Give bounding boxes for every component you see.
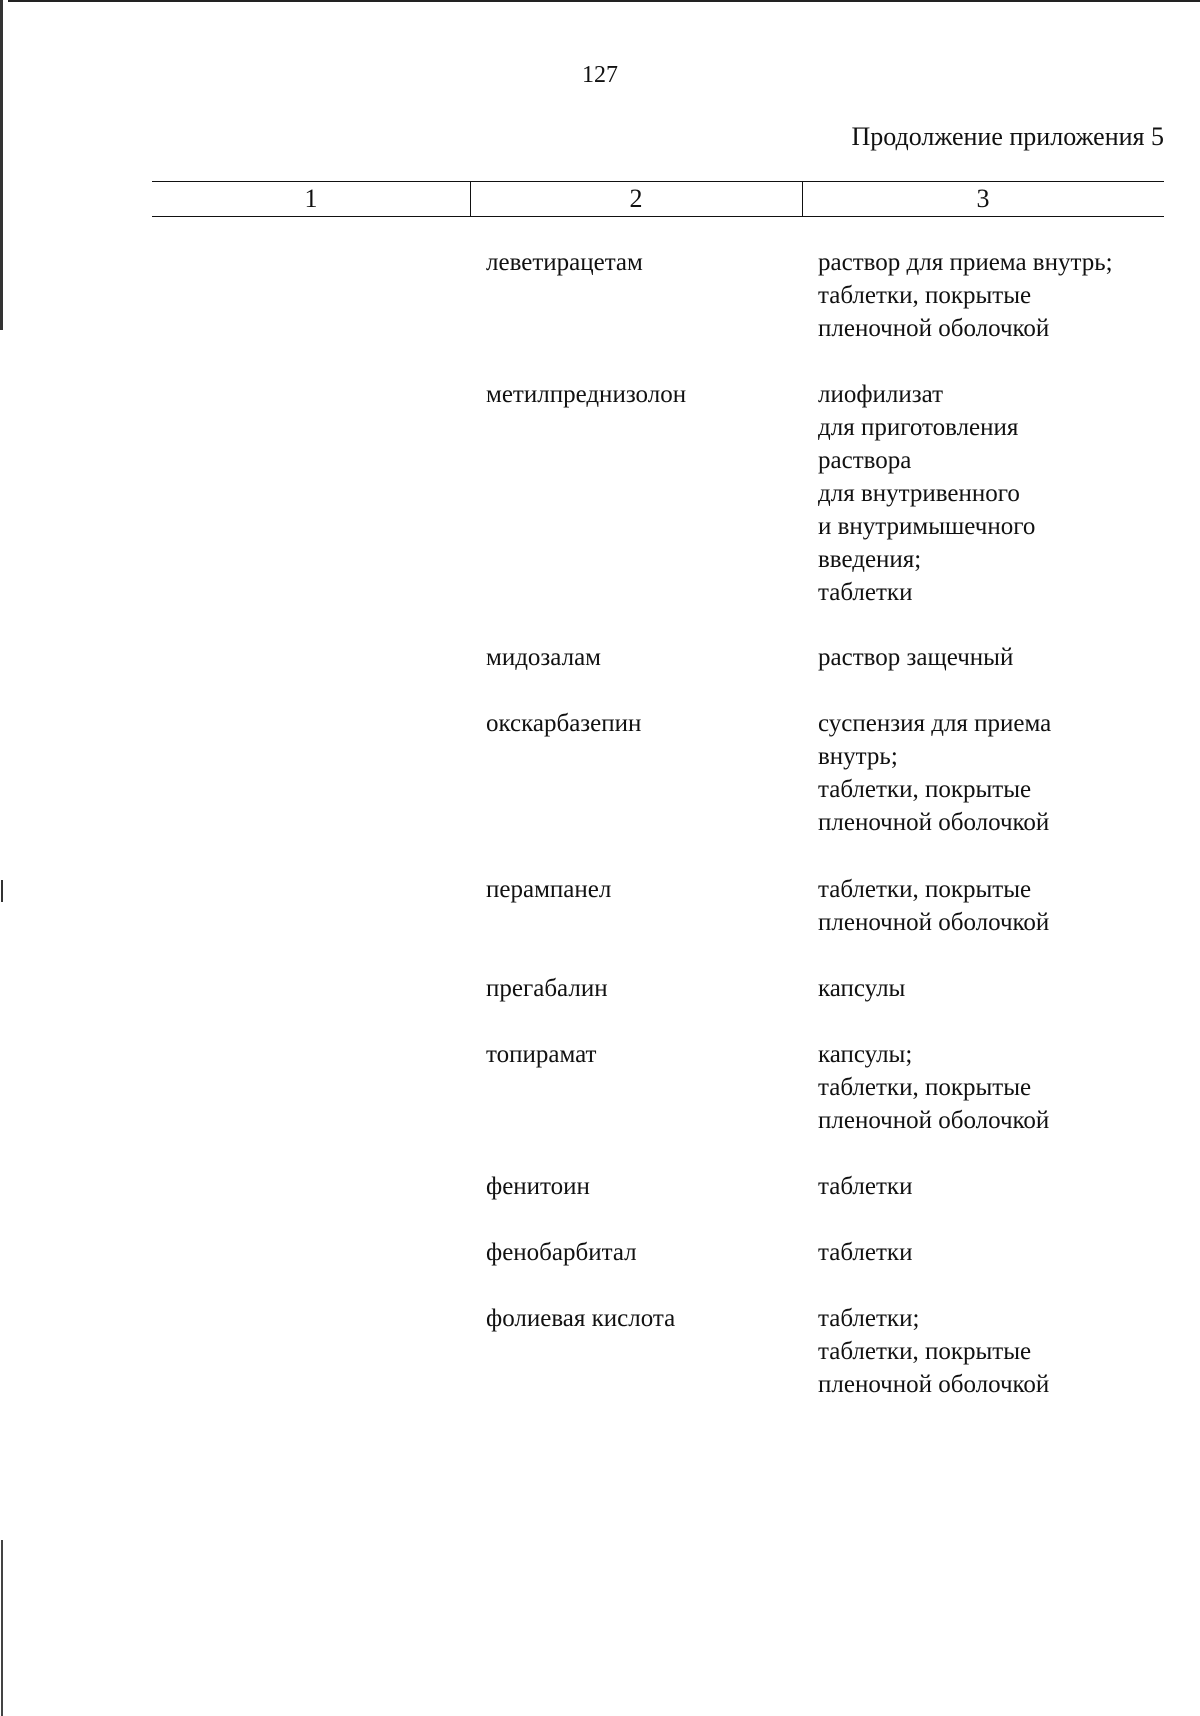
scan-edge-left [0,0,3,330]
drug-name: прегабалин [486,975,608,1002]
drug-name: фолиевая кислота [486,1305,676,1332]
scan-edge-left-bottom [1,1540,3,1716]
drug-name: фенитоин [486,1173,590,1200]
header-top-rule [152,181,1164,182]
header-col-1: 1 [304,184,318,213]
dosage-form: таблетки; таблетки, покрытые пленочной оболочкой [818,1305,1050,1398]
drug-name: окскарбазепин [486,710,642,737]
drug-name: перампанел [486,876,612,903]
dosage-form: раствор защечный [818,644,1014,671]
dosage-form: таблетки, покрытые пленочной оболочкой [818,876,1050,936]
dosage-form: таблетки [818,1239,913,1266]
scan-edge-left-mark [1,880,3,902]
dosage-form: раствор для приема внутрь; таблетки, покрытые пленочной оболочкой [818,249,1113,342]
drug-name: леветирацетам [486,249,643,276]
drug-name: метилпреднизолон [486,381,687,408]
header-col-3: 3 [976,184,990,213]
dosage-form: капсулы [818,975,906,1002]
drug-name: мидозалам [486,644,602,671]
drug-name: фенобарбитал [486,1239,637,1266]
dosage-form: капсулы; таблетки, покрытые пленочной оболочкой [818,1041,1050,1134]
continuation-heading: Продолжение приложения 5 [851,122,1164,151]
drug-name: топирамат [486,1041,597,1068]
header-bottom-rule [152,216,1164,217]
dosage-form: лиофилизат для приготовления раствора для внутривенного и внутримышечного введения; таблетки [818,381,1036,606]
scan-edge-top [8,0,1200,2]
dosage-form: суспензия для приема внутрь; таблетки, покрытые пленочной оболочкой [818,710,1052,836]
header-col-2: 2 [629,184,643,213]
dosage-form: таблетки [818,1173,913,1200]
page-number: 127 [582,62,618,88]
